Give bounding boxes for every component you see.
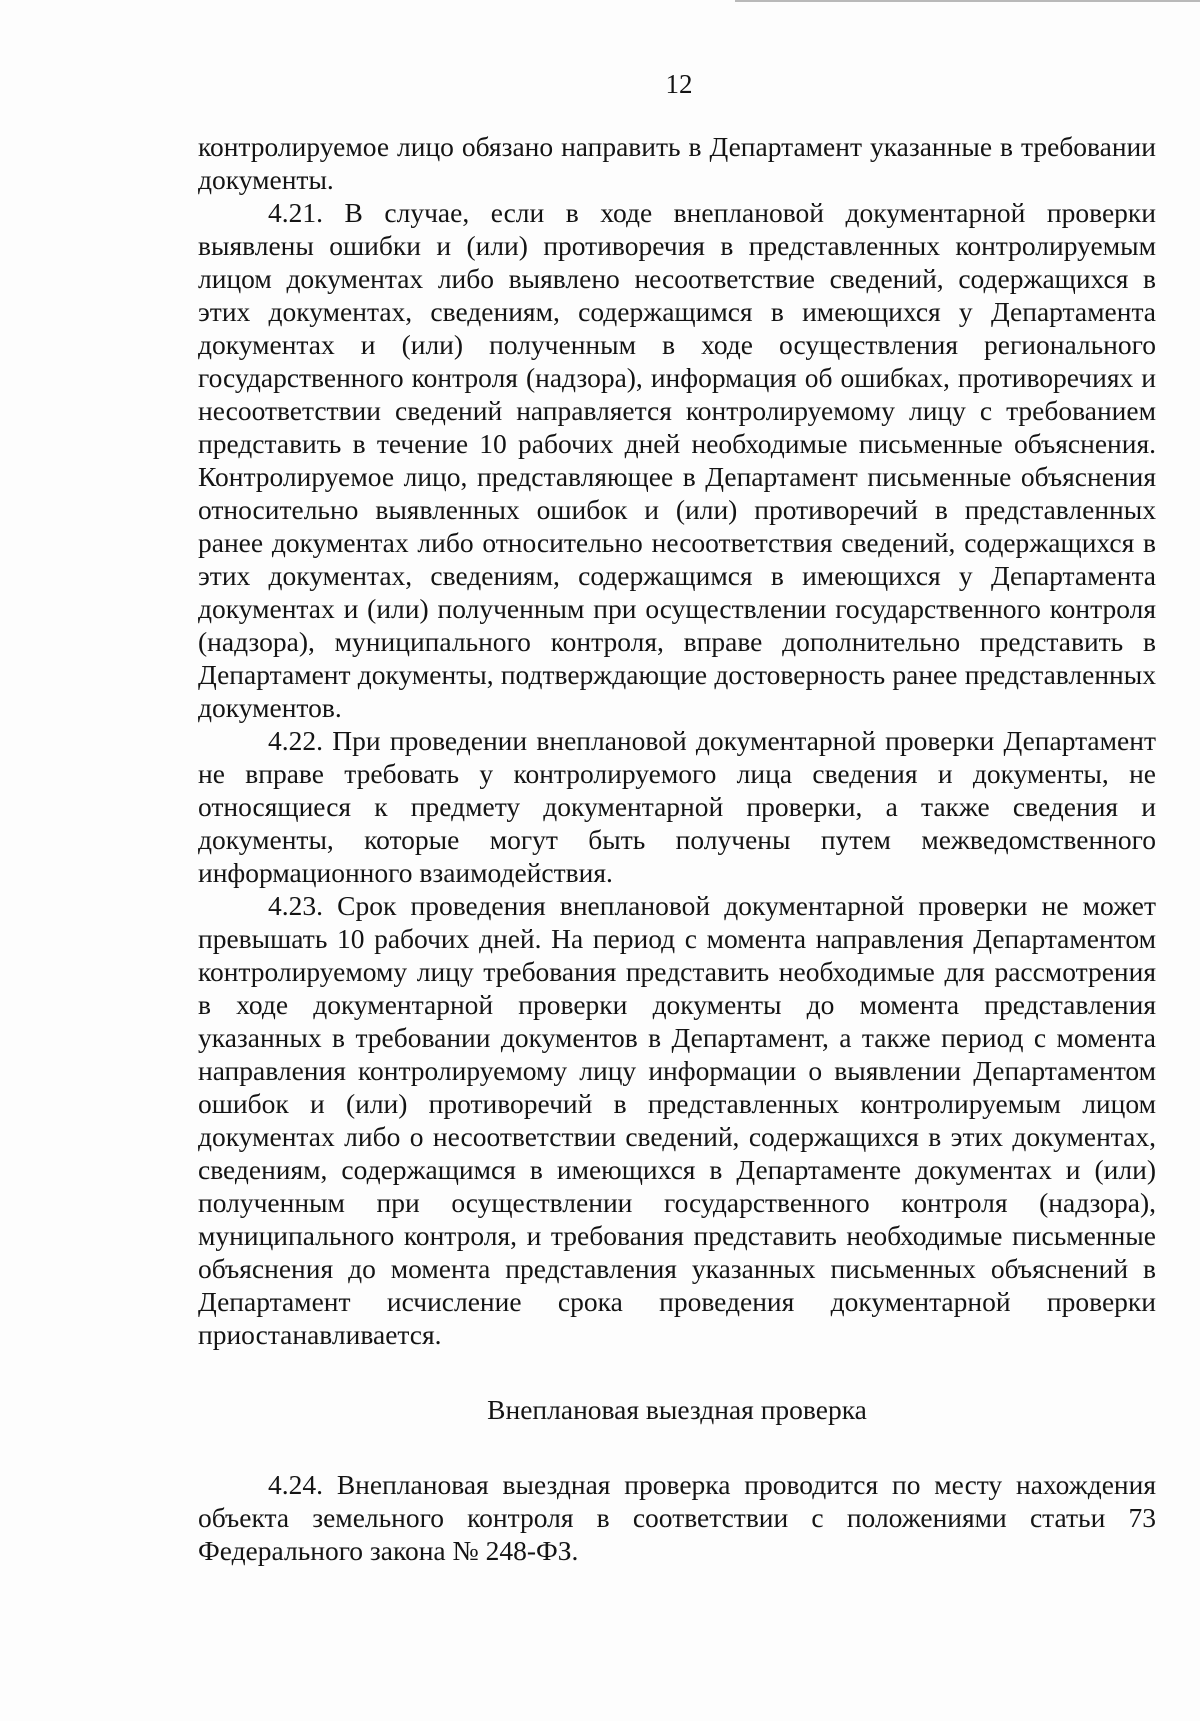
paragraph-4-24: 4.24. Внеплановая выездная проверка проводится по месту нахождения объекта земельного контроля в соответствии с положениями статьи 73 Федерального закона № 248-ФЗ. [198, 1469, 1156, 1566]
scan-top-edge [735, 0, 1200, 2]
section-heading: Внеплановая выездная проверка [487, 1394, 867, 1425]
paragraph-4-21: 4.21. В случае, если в ходе внеплановой документарной проверки выявлены ошибки и (или) противоречия в представленных контролируемым лицом документах либо выявлено несоответствие сведений, содержащихся в этих документах, сведениям, содержащимся в имеющихся у Департамента документах и (или) полученным в ходе осуществления регионального государственного контроля (надзора), информация об ошибках, противоречиях и несоответствии сведений направляется контролируемому лицу с требованием представить в течение 10 рабочих дней необходимые письменные объяснения. Контролируемое лицо, представляющее в Департамент письменные объяснения относительно выявленных ошибок и (или) противоречий в представленных ранее документах либо относительно несоответствия сведений, содержащихся в этих документах, сведениям, содержащимся в имеющихся у Департамента документах и (или) полученным при осуществлении государственного контроля (надзора), муниципального контроля, вправе дополнительно представить в Департамент документы, подтверждающие достоверность ранее представленных документов. [198, 197, 1156, 723]
paragraph-continuation: контролируемое лицо обязано направить в Департамент указанные в требовании документы. [198, 131, 1156, 195]
page-number: 12 [665, 69, 693, 99]
paragraph-4-22: 4.22. При проведении внеплановой документарной проверки Департамент не вправе требовать у контролируемого лица сведения и документы, не относящиеся к предмету документарной проверки, а также сведения и документы, которые могут быть получены путем межведомственного информационного взаимодействия. [198, 725, 1156, 888]
paragraph-4-23: 4.23. Срок проведения внеплановой документарной проверки не может превышать 10 рабочих дней. На период с момента направления Департаментом контролируемому лицу требования представить необходимые для рассмотрения в ходе документарной проверки документы до момента представления указанных в требовании документов в Департамент, а также период с момента направления контролируемому лицу информации о выявлении Департаментом ошибок и (или) противоречий в представленных контролируемым лицом документах либо о несоответствии сведений, содержащихся в этих документах, сведениям, содержащимся в имеющихся в Департаменте документах и (или) полученным при осуществлении государственного контроля (надзора), муниципального контроля, и требования представить необходимые письменные объяснения до момента представления указанных письменных объяснений в Департамент исчисление срока проведения документарной проверки приостанавливается. [198, 890, 1156, 1350]
document-body [198, 130, 1156, 1567]
